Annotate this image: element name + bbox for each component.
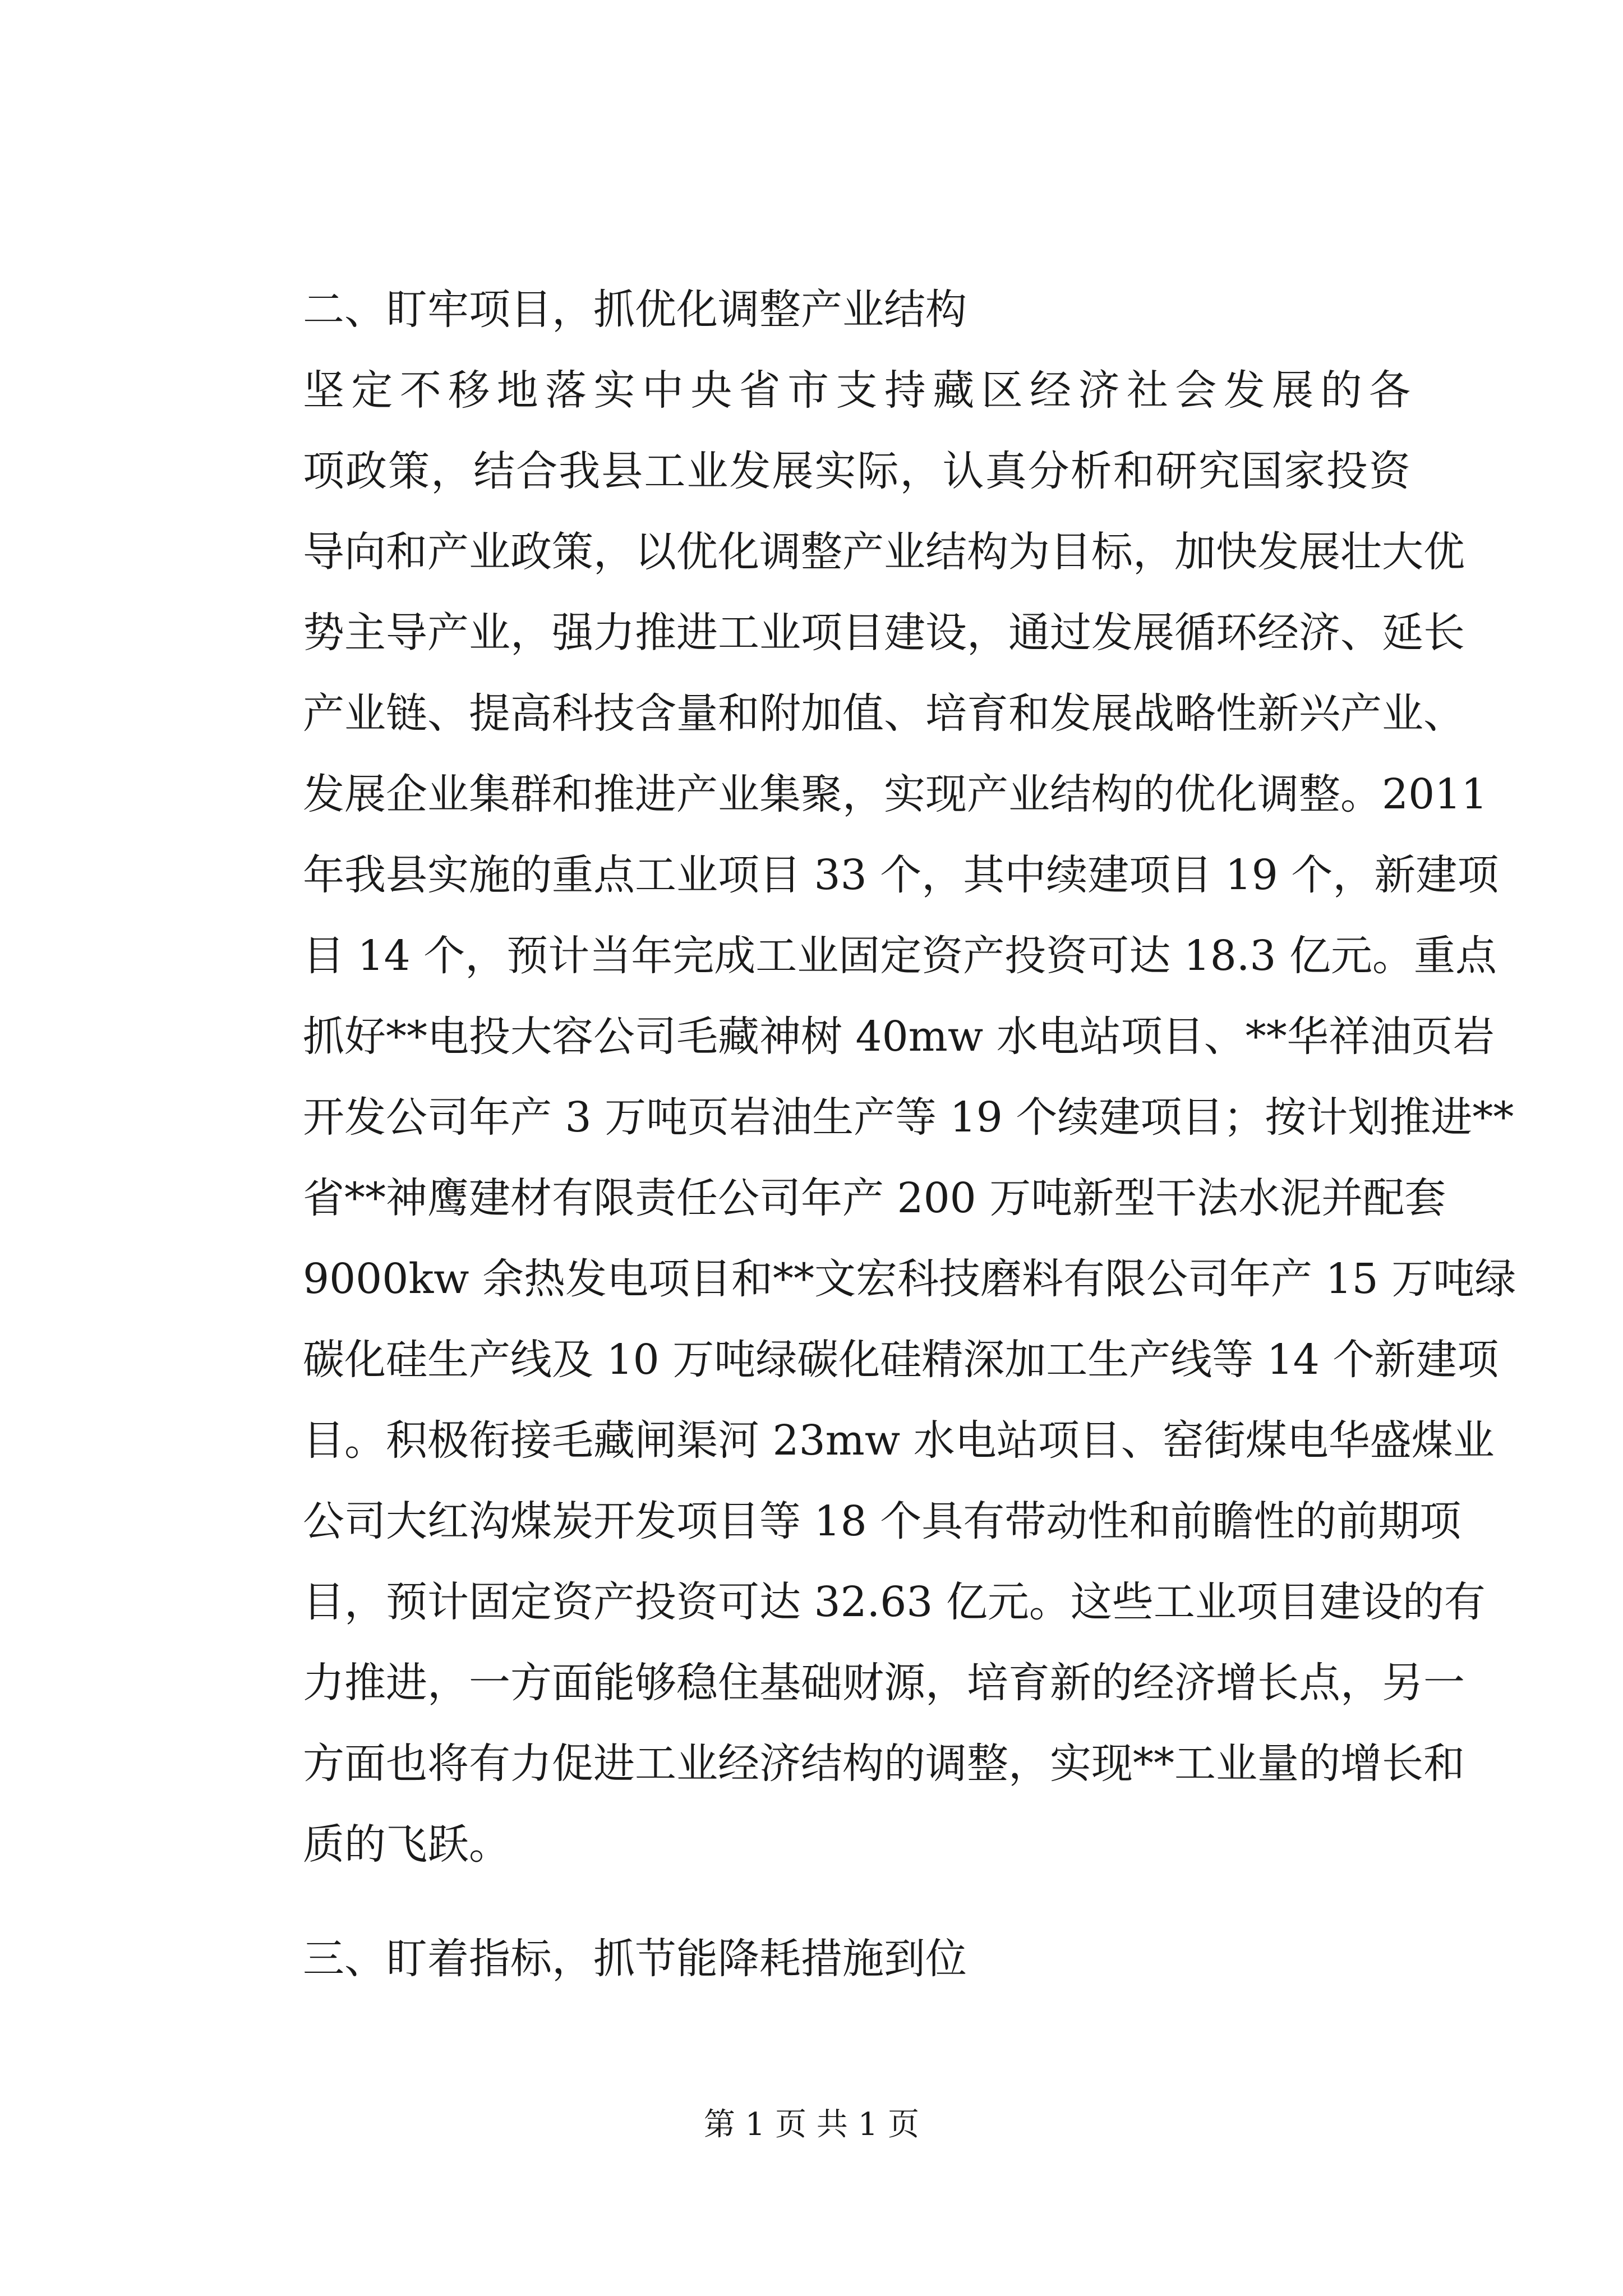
paragraph-line: 9000kw 余热发电项目和**文宏科技磨料有限公司年产 15 万吨绿: [303, 1255, 1516, 1303]
paragraph-line: 产业链、提高科技含量和附加值、培育和发展战略性新兴产业、: [303, 689, 1465, 738]
paragraph-line: 省**神鹰建材有限责任公司年产 200 万吨新型干法水泥并配套: [303, 1174, 1446, 1222]
paragraph-line: 导向和产业政策，以优化调整产业结构为目标，加快发展壮大优: [303, 528, 1465, 576]
paragraph-line: 抓好**电投大容公司毛藏神树 40mw 水电站项目、**华祥油页岩: [303, 1013, 1495, 1061]
paragraph-line: 碳化硅生产线及 10 万吨绿碳化硅精深加工生产线等 14 个新建项: [303, 1336, 1499, 1384]
paragraph-line: 年我县实施的重点工业项目 33 个，其中续建项目 19 个，新建项: [303, 851, 1499, 899]
page-footer: 第 1 页 共 1 页: [703, 2106, 920, 2143]
section-heading-3: 三、盯着指标，抓节能降耗措施到位: [303, 1935, 967, 1983]
paragraph-line: 势主导产业，强力推进工业项目建设，通过发展循环经济、延长: [303, 609, 1465, 657]
paragraph-line: 方面也将有力促进工业经济结构的调整，实现**工业量的增长和: [303, 1740, 1465, 1788]
paragraph-line: 项政策，结合我县工业发展实际，认真分析和研究国家投资: [303, 447, 1410, 495]
paragraph-line: 开发公司年产 3 万吨页岩油生产等 19 个续建项目；按计划推进**: [303, 1093, 1514, 1142]
paragraph-line: 力推进，一方面能够稳住基础财源，培育新的经济增长点，另一: [303, 1659, 1465, 1707]
paragraph-line: 质的飞跃。: [303, 1820, 510, 1869]
section-heading-2: 二、盯牢项目，抓优化调整产业结构: [303, 286, 967, 334]
paragraph-line: 坚定不移地落实中央省市支持藏区经济社会发展的各: [303, 366, 1410, 415]
paragraph-line: 目，预计固定资产投资可达 32.63 亿元。这些工业项目建设的有: [303, 1578, 1486, 1626]
paragraph-line: 公司大红沟煤炭开发项目等 18 个具有带动性和前瞻性的前期项: [303, 1497, 1461, 1545]
paragraph-line: 目。积极衔接毛藏闸渠河 23mw 水电站项目、窑街煤电华盛煤业: [303, 1416, 1495, 1465]
paragraph-line: 目 14 个，预计当年完成工业固定资产投资可达 18.3 亿元。重点: [303, 932, 1497, 980]
paragraph-line: 发展企业集群和推进产业集聚，实现产业结构的优化调整。2011: [303, 770, 1488, 818]
